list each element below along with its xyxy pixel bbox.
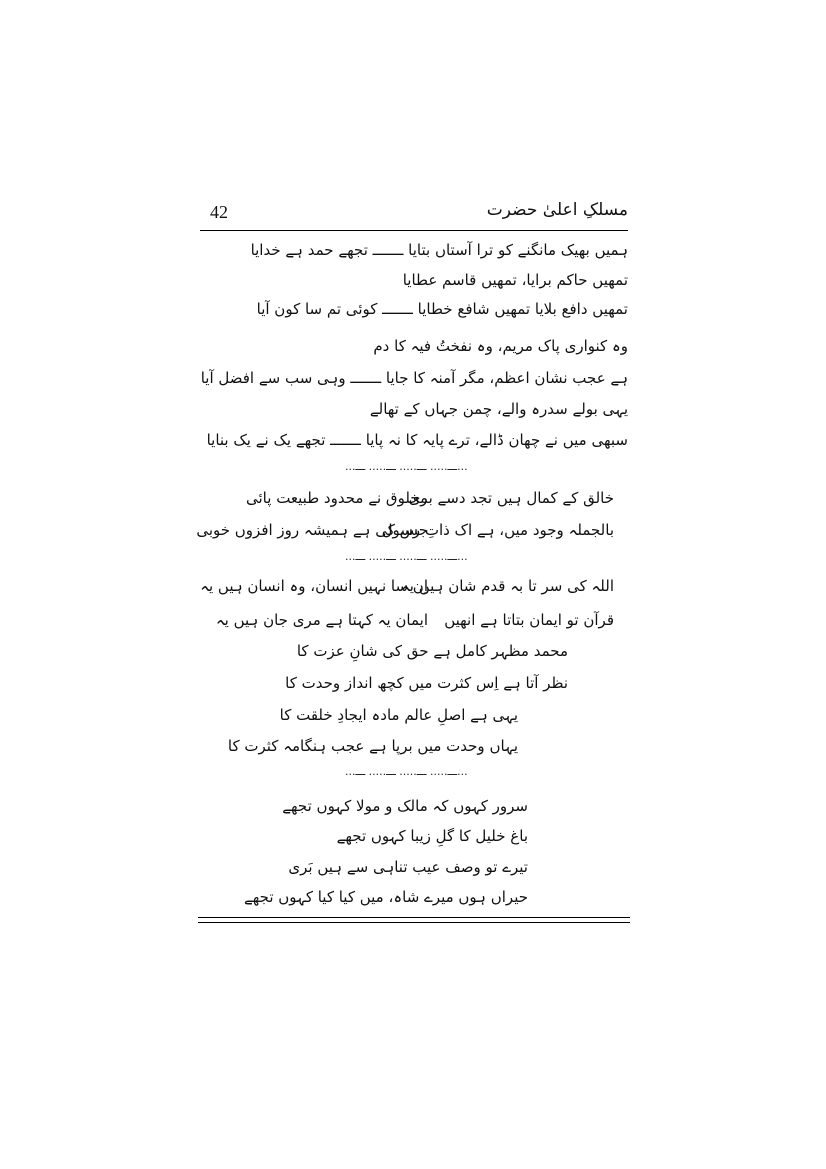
verse-line: تیرے تو وصف عیب تناہی سے ہیں بَری: [288, 858, 528, 876]
page-header: [200, 200, 628, 228]
verse-line: تمھیں حاکم برایا، تمھیں قاسم عطایا: [402, 271, 628, 289]
verse-line: ہے عجب نشان اعظم، مگر آمنہ کا جایا ـــــــ وہی سب سے افضل آیا: [200, 369, 628, 387]
couplet-left: ایمان یہ کہتا ہے مری جان ہیں یہ: [215, 611, 428, 629]
section-separator: ...ـــ..... ـــ..... ـــ..... ـــ...: [345, 550, 468, 563]
couplet-left: اِن سا نہیں انسان، وہ انسان ہیں یہ: [200, 577, 428, 595]
section-separator: ...ـــ..... ـــ..... ـــ..... ـــ...: [345, 765, 468, 778]
couplet-left: جس کی ہے ہمیشہ روز افزوں خوبی: [196, 521, 428, 539]
verse-line: محمد مظہر کامل ہے حق کی شانِ عزت کا: [296, 642, 568, 660]
header-rule: [200, 230, 628, 231]
footer-rule-top: [198, 917, 630, 918]
verse-line: حیراں ہوں میرے شاہ، میں کیا کیا کہوں تجھے: [243, 888, 528, 906]
verse-line: سرور کہوں کہ مالک و مولا کہوں تجھے: [282, 797, 528, 815]
verse-line: یہی بولے سدرہ والے، چمن جہاں کے تھالے: [369, 400, 628, 418]
couplet-right: بالجملہ وجود میں، ہے اک ذاتِ رسول: [381, 521, 614, 539]
verse-line: باغ خلیل کا گلِ زیبا کہوں تجھے: [336, 827, 528, 845]
verse-line: یہی ہے اصلِ عالم مادہ ایجادِ خلقت کا: [279, 706, 518, 724]
couplet-right: اللہ کی سر تا بہ قدم شان ہیں یہ: [400, 577, 614, 595]
verse-line: وہ کنواری پاک مریم، وہ نفختُ فیہ کا دم: [373, 337, 628, 355]
verse-line: نظر آتا ہے اِس کثرت میں کچھ انداز وحدت کا: [285, 674, 568, 692]
couplet-left: مخلوق نے محدود طبیعت پائی: [246, 489, 428, 507]
verse-line: تمھیں دافع بلایا تمھیں شافع خطایا ـــــــ کوئی تم سا کون آیا: [256, 300, 628, 318]
verse-line: سبھی میں نے چھان ڈالے، ترے پایہ کا نہ پایا ـــــــ تجھے یک نے یک بنایا: [206, 431, 628, 449]
couplet-right: قرآن تو ایمان بتاتا ہے انھیں: [444, 611, 614, 629]
verse-line: ہمیں بھیک مانگنے کو ترا آستاں بتایا ـــــــ تجھے حمد ہے خدایا: [250, 241, 628, 259]
running-title: مسلکِ اعلیٰ حضرت: [486, 200, 628, 220]
couplet-right: خالق کے کمال ہیں تجد دسے بری: [408, 489, 614, 507]
verse-line: یہاں وحدت میں برپا ہے عجب ہنگامہ کثرت کا: [227, 737, 518, 755]
section-separator: ...ـــ..... ـــ..... ـــ..... ـــ...: [345, 460, 468, 473]
page-number: 42: [210, 202, 228, 222]
footer-rule-bottom: [198, 922, 630, 923]
